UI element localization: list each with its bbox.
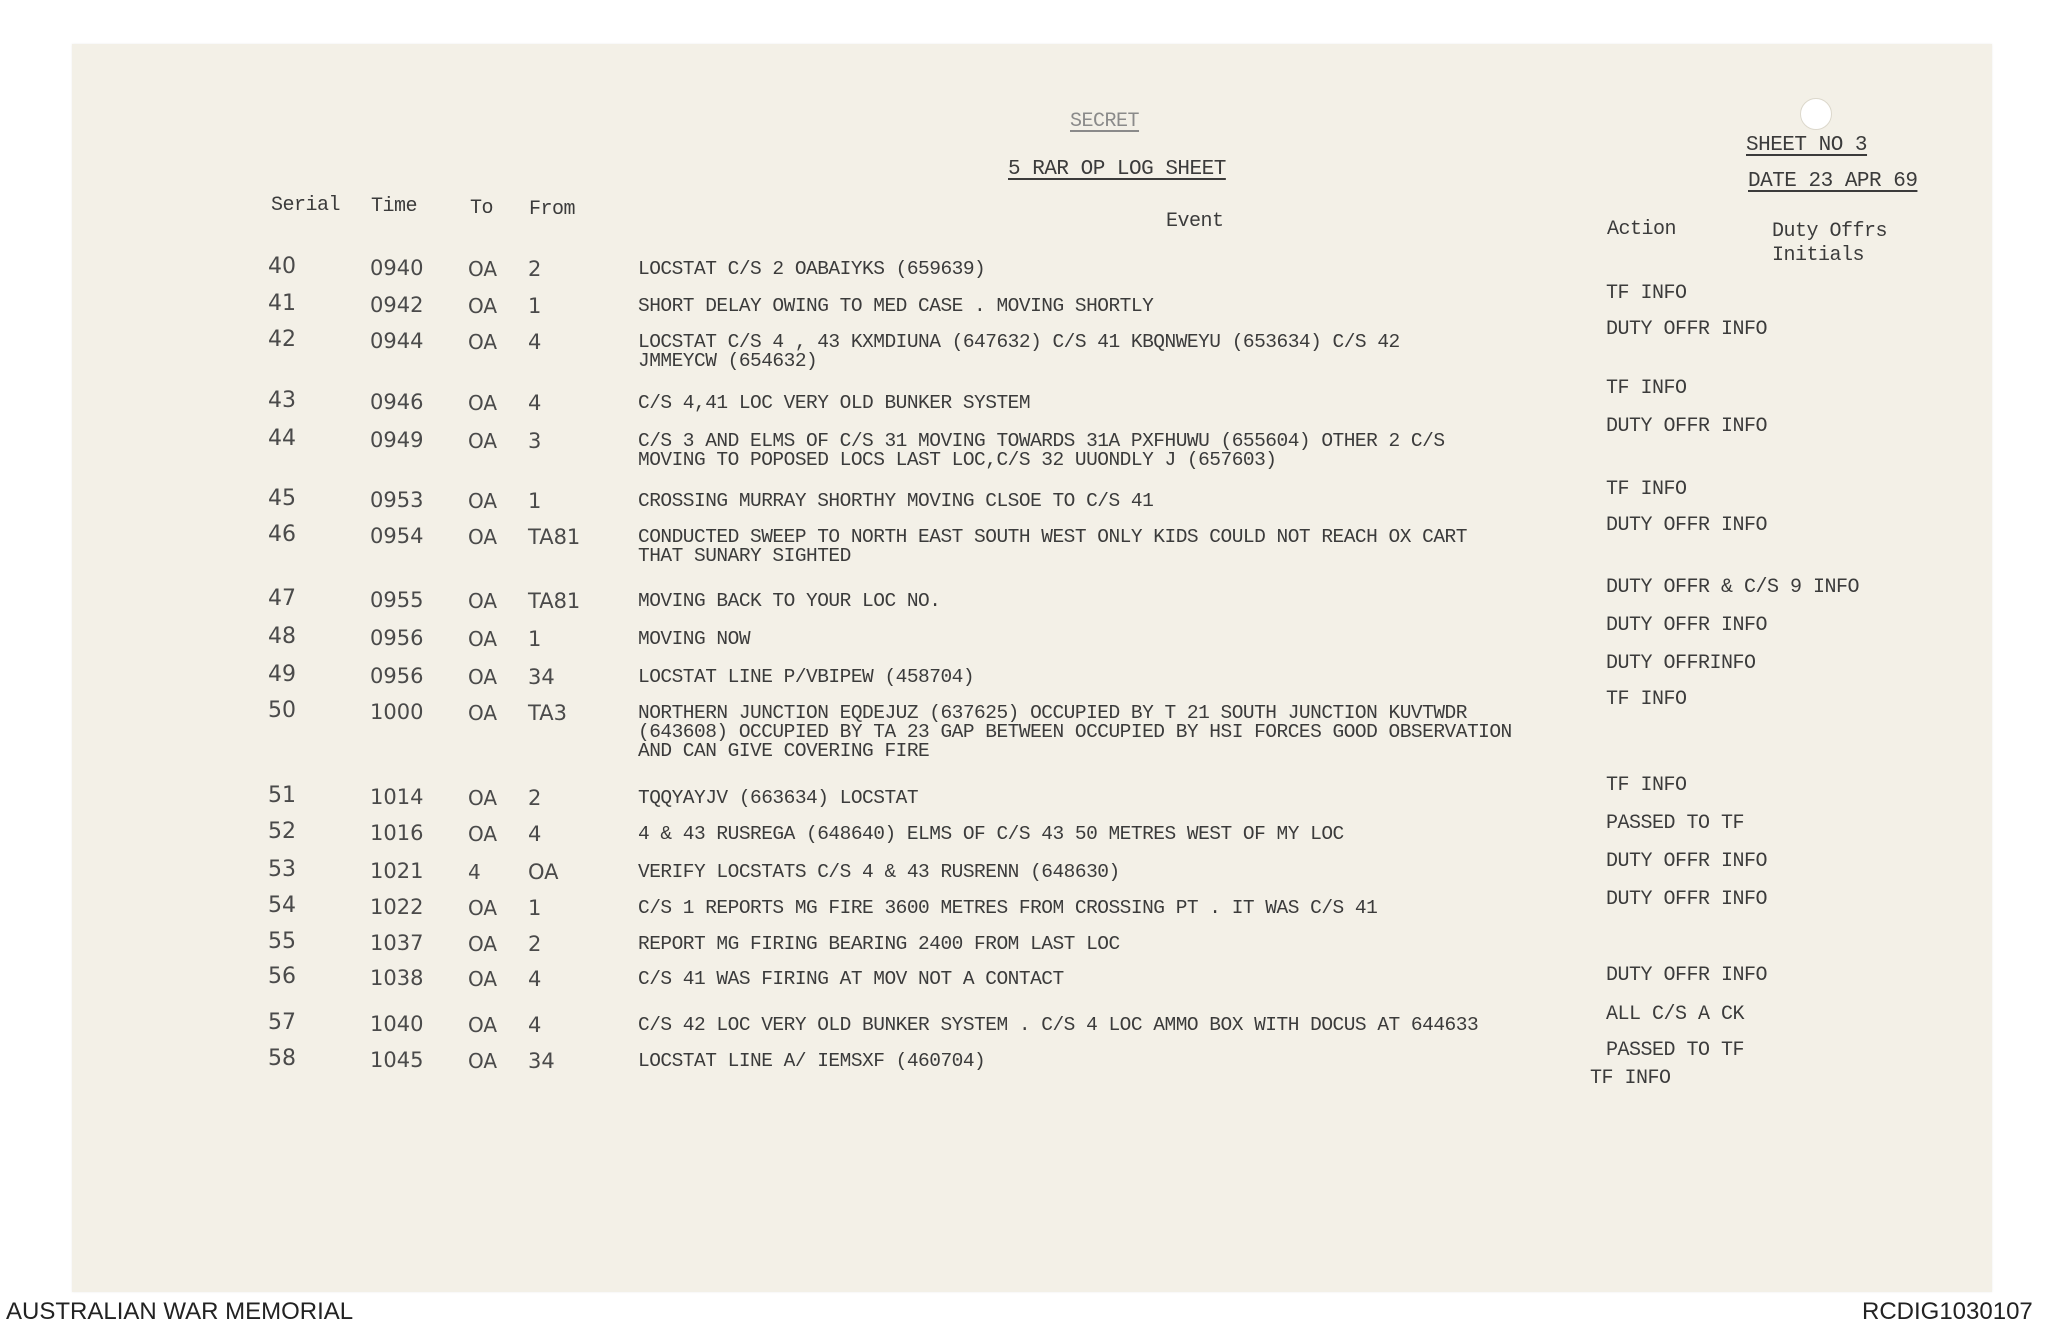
row-time: 0946 (370, 390, 424, 414)
row-to: OA (468, 525, 498, 549)
row-from: 4 (528, 967, 542, 991)
row-event-line: CROSSING MURRAY SHORTHY MOVING CLSOE TO C/S 41 (638, 490, 1154, 512)
row-serial: 46 (268, 522, 296, 547)
row-action: TF INFO (1606, 774, 1687, 797)
footer-institution: AUSTRALIAN WAR MEMORIAL (6, 1298, 354, 1325)
row-action: DUTY OFFR INFO (1606, 415, 1768, 438)
row-event-line: C/S 42 LOC VERY OLD BUNKER SYSTEM . C/S 4 LOC AMMO BOX WITH DOCUS AT 644633 (638, 1014, 1479, 1036)
column-header-duty-offrs: Duty Offrs (1772, 220, 1888, 243)
row-from: 1 (528, 489, 542, 513)
row-to: OA (468, 330, 498, 354)
row-event-line: NORTHERN JUNCTION EQDEJUZ (637625) OCCUPIED BY T 21 SOUTH JUNCTION KUVTWDR (638, 702, 1467, 724)
row-event-line: CONDUCTED SWEEP TO NORTH EAST SOUTH WEST ONLY KIDS COULD NOT REACH OX CART (638, 526, 1467, 548)
row-serial: 53 (268, 857, 296, 882)
row-from: 1 (528, 896, 542, 920)
row-serial: 51 (268, 783, 296, 808)
row-event-line: LOCSTAT C/S 4 , 43 KXMDIUNA (647632) C/S 41 KBQNWEYU (653634) C/S 42 (638, 331, 1400, 353)
row-serial: 50 (268, 698, 296, 723)
row-time: 1021 (370, 859, 424, 883)
column-header-serial: Serial (271, 194, 341, 217)
row-event-line: C/S 1 REPORTS MG FIRE 3600 METRES FROM CROSSING PT . IT WAS C/S 41 (638, 897, 1378, 919)
row-serial: 58 (268, 1046, 296, 1071)
row-time: 0944 (370, 329, 424, 353)
row-from: 2 (528, 786, 542, 810)
row-to: OA (468, 257, 498, 281)
row-event-line: MOVING BACK TO YOUR LOC NO. (638, 590, 941, 612)
row-event-line: C/S 4,41 LOC VERY OLD BUNKER SYSTEM (638, 392, 1031, 414)
row-action: ALL C/S A CK (1606, 1003, 1745, 1026)
row-from: 3 (528, 429, 542, 453)
row-to: OA (468, 967, 498, 991)
row-action: PASSED TO TF (1606, 812, 1745, 835)
row-serial: 42 (268, 327, 296, 352)
row-event-line: C/S 3 AND ELMS OF C/S 31 MOVING TOWARDS 31A PXFHUWU (655604) OTHER 2 C/S (638, 430, 1445, 452)
row-time: 1045 (370, 1048, 424, 1072)
row-event-line: REPORT MG FIRING BEARING 2400 FROM LAST LOC (638, 933, 1120, 955)
row-time: 1016 (370, 821, 424, 845)
row-from: 2 (528, 932, 542, 956)
footer-record-id: RCDIG1030107 (1862, 1298, 2033, 1325)
row-serial: 47 (268, 586, 296, 611)
row-serial: 40 (268, 254, 296, 279)
row-time: 0942 (370, 293, 424, 317)
classification-mark: SECRET (1070, 110, 1140, 133)
row-from: OA (528, 860, 559, 884)
row-action: TF INFO (1606, 688, 1687, 711)
row-action: TF INFO (1606, 282, 1687, 305)
row-time: 0953 (370, 488, 424, 512)
row-time: 1022 (370, 895, 424, 919)
row-serial: 55 (268, 929, 296, 954)
row-serial: 41 (268, 291, 296, 316)
row-to: OA (468, 489, 498, 513)
row-to: OA (468, 701, 498, 725)
row-action: DUTY OFFR INFO (1606, 850, 1768, 873)
row-to: OA (468, 294, 498, 318)
sheet-title: 5 RAR OP LOG SHEET (1008, 158, 1226, 181)
row-event-line: (643608) OCCUPIED BY TA 23 GAP BETWEEN OCCUPIED BY HSI FORCES GOOD OBSERVATION (638, 721, 1512, 743)
row-action: DUTY OFFRINFO (1606, 652, 1756, 675)
row-from: TA3 (528, 701, 567, 725)
row-action: DUTY OFFR & C/S 9 INFO (1606, 576, 1860, 599)
row-action: TF INFO (1606, 377, 1687, 400)
row-time: 1038 (370, 966, 424, 990)
row-to: OA (468, 589, 498, 613)
row-event-line: THAT SUNARY SIGHTED (638, 545, 851, 567)
row-to: OA (468, 896, 498, 920)
row-to: 4 (468, 860, 481, 884)
row-serial: 44 (268, 426, 296, 451)
row-to: OA (468, 822, 498, 846)
row-action: DUTY OFFR INFO (1606, 888, 1768, 911)
row-event-line: SHORT DELAY OWING TO MED CASE . MOVING SHORTLY (638, 295, 1154, 317)
row-serial: 57 (268, 1010, 296, 1035)
row-to: OA (468, 1049, 498, 1073)
sheet-date: DATE 23 APR 69 (1748, 170, 1918, 193)
row-action: DUTY OFFR INFO (1606, 318, 1768, 341)
row-event-line: JMMEYCW (654632) (638, 350, 818, 372)
row-event-line: LOCSTAT LINE P/VBIPEW (458704) (638, 666, 975, 688)
sheet-number: SHEET NO 3 (1746, 134, 1868, 157)
row-to: OA (468, 665, 498, 689)
row-time: 0940 (370, 256, 424, 280)
row-time: 1000 (370, 700, 424, 724)
row-event-line: AND CAN GIVE COVERING FIRE (638, 740, 930, 762)
column-header-event: Event (1166, 210, 1224, 233)
row-from: TA81 (528, 589, 581, 613)
row-to: OA (468, 429, 498, 453)
row-from: 1 (528, 294, 542, 318)
row-serial: 48 (268, 624, 296, 649)
row-action: TF INFO (1606, 478, 1687, 501)
row-time: 0949 (370, 428, 424, 452)
row-time: 0956 (370, 664, 424, 688)
column-header-from: From (529, 198, 576, 221)
row-to: OA (468, 1013, 498, 1037)
row-serial: 56 (268, 964, 296, 989)
column-header-to: To (470, 197, 494, 220)
column-header-initials: Initials (1772, 244, 1865, 267)
row-action: DUTY OFFR INFO (1606, 964, 1768, 987)
row-from: 4 (528, 330, 542, 354)
row-time: 1037 (370, 931, 424, 955)
row-to: OA (468, 627, 498, 651)
action-extra: TF INFO (1590, 1067, 1671, 1090)
punch-hole (1800, 98, 1832, 130)
row-time: 1014 (370, 785, 424, 809)
row-event-line: LOCSTAT LINE A/ IEMSXF (460704) (638, 1050, 986, 1072)
row-from: 4 (528, 391, 542, 415)
row-time: 0956 (370, 626, 424, 650)
column-header-action: Action (1607, 218, 1677, 241)
row-to: OA (468, 932, 498, 956)
row-to: OA (468, 391, 498, 415)
row-event-line: LOCSTAT C/S 2 OABAIYKS (659639) (638, 258, 986, 280)
row-serial: 49 (268, 662, 296, 687)
row-action: PASSED TO TF (1606, 1039, 1745, 1062)
row-event-line: MOVING NOW (638, 628, 751, 650)
row-serial: 52 (268, 819, 296, 844)
row-from: 34 (528, 665, 555, 689)
row-event-line: VERIFY LOCSTATS C/S 4 & 43 RUSRENN (648630) (638, 861, 1120, 883)
row-action: DUTY OFFR INFO (1606, 614, 1768, 637)
row-time: 0955 (370, 588, 424, 612)
row-from: 2 (528, 257, 542, 281)
row-action: DUTY OFFR INFO (1606, 514, 1768, 537)
row-from: TA81 (528, 525, 581, 549)
row-time: 0954 (370, 524, 424, 548)
row-to: OA (468, 786, 498, 810)
row-event-line: 4 & 43 RUSREGA (648640) ELMS OF C/S 43 50 METRES WEST OF MY LOC (638, 823, 1344, 845)
row-serial: 54 (268, 893, 296, 918)
row-event-line: MOVING TO POPOSED LOCS LAST LOC,C/S 32 UUONDLY J (657603) (638, 449, 1277, 471)
row-from: 4 (528, 822, 542, 846)
row-serial: 45 (268, 486, 296, 511)
row-event-line: C/S 41 WAS FIRING AT MOV NOT A CONTACT (638, 968, 1064, 990)
row-time: 1040 (370, 1012, 424, 1036)
row-from: 34 (528, 1049, 555, 1073)
row-from: 1 (528, 627, 542, 651)
row-serial: 43 (268, 388, 296, 413)
row-event-line: TQQYAYJV (663634) LOCSTAT (638, 787, 919, 809)
column-header-time: Time (371, 195, 418, 218)
row-from: 4 (528, 1013, 542, 1037)
